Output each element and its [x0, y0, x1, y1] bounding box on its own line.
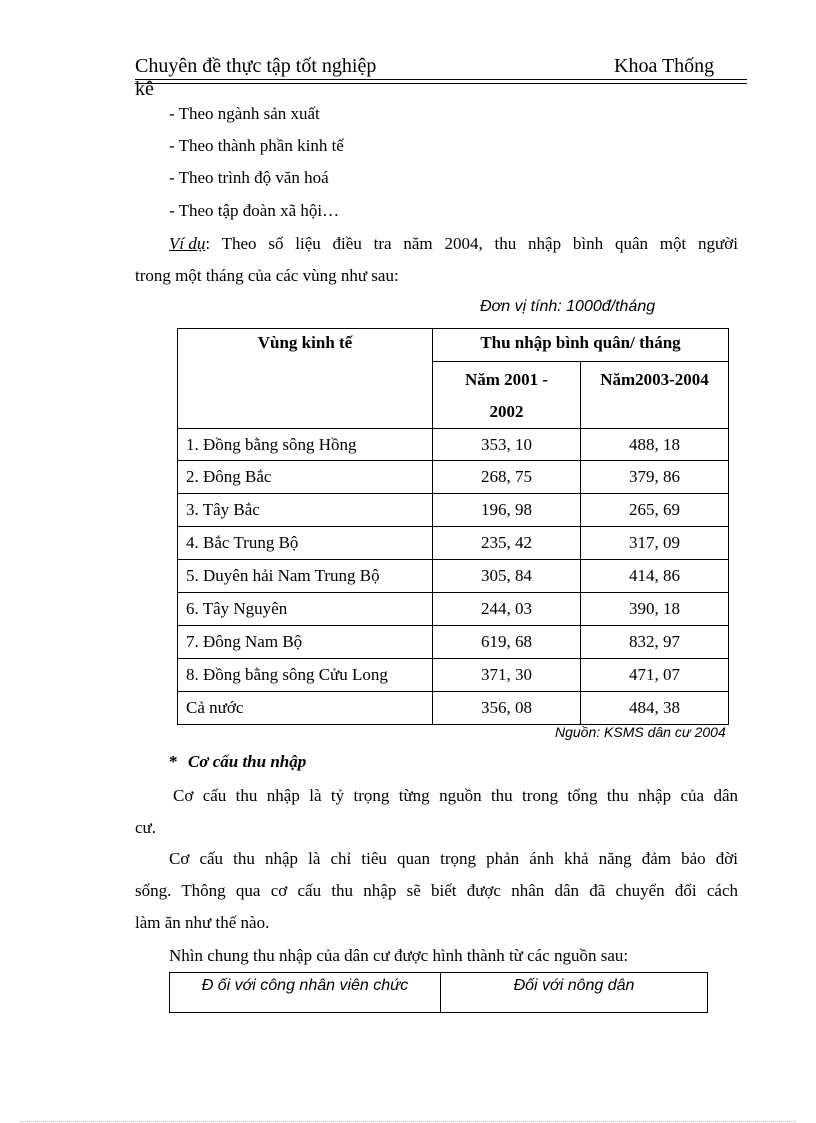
income-2004: 390, 18: [581, 593, 729, 626]
table-row: [178, 626, 729, 659]
region-name: 6. Tây Nguyên: [178, 593, 433, 626]
bullet-social-group: - Theo tập đoàn xã hội…: [169, 201, 340, 220]
para2-line1: Cơ cấu thu nhập là chỉ tiêu quan trọng phản ánh khả năng đảm bảo đời: [169, 849, 738, 868]
income-2002: 356, 08: [433, 692, 581, 725]
header-income: Thu nhập bình quân/ tháng: [433, 329, 729, 362]
income-2004: 484, 38: [581, 692, 729, 725]
income-2004: 832, 97: [581, 626, 729, 659]
income-2002: 235, 42: [433, 527, 581, 560]
example-text-1: : Theo số liệu điều tra năm 2004, thu nhập bình quân một người: [205, 234, 738, 253]
para1-line1: Cơ cấu thu nhập là tỷ trọng từng nguồn thu trong tổng thu nhập của dân: [173, 786, 738, 805]
header-year-2002-line1: Năm 2001 -: [464, 370, 549, 389]
bullet-industry: - Theo ngành sản xuất: [169, 104, 320, 123]
income-2002: 268, 75: [433, 461, 581, 494]
table-row: [178, 560, 729, 593]
table-row: [178, 494, 729, 527]
header-rule-bottom: [135, 83, 747, 84]
example-text-2: trong một tháng của các vùng như sau:: [135, 266, 399, 285]
source-note: Nguồn: KSMS dân cư 2004: [555, 724, 726, 740]
para1-line2: cư.: [135, 818, 157, 837]
income-2004: 265, 69: [581, 494, 729, 527]
unit-note: Đơn vị tính: 1000đ/tháng: [480, 298, 656, 315]
income-2002: 196, 98: [433, 494, 581, 527]
income-2004: 471, 07: [581, 659, 729, 692]
sources-civil-servants: Đ ối với công nhân viên chức: [170, 973, 441, 1013]
region-name: 7. Đông Nam Bộ: [178, 626, 433, 659]
bullet-education: - Theo trình độ văn hoá: [169, 168, 329, 187]
example-label: Ví dụ: [169, 234, 206, 253]
region-name: 4. Bắc Trung Bộ: [178, 527, 433, 560]
income-table-header-row: [178, 329, 729, 362]
region-name: 5. Duyên hải Nam Trung Bộ: [178, 560, 433, 593]
region-name: 8. Đồng bằng sông Cửu Long: [178, 659, 433, 692]
header-year-2004: Năm2003-2004: [581, 362, 729, 429]
header-region: Vùng kinh tế: [178, 329, 433, 429]
table-row: [178, 527, 729, 560]
example-line-1: [169, 234, 738, 254]
para2-line3: làm ăn như thế nào.: [135, 913, 270, 932]
header-year-2002: [433, 362, 581, 429]
region-name: 2. Đông Bắc: [178, 461, 433, 494]
page-bottom-divider: [20, 1121, 796, 1122]
table-row: [178, 659, 729, 692]
header-department: Khoa Thống: [614, 55, 715, 77]
income-2004: 488, 18: [581, 429, 729, 461]
para3: Nhìn chung thu nhập của dân cư được hình thành từ các nguồn sau:: [169, 946, 629, 965]
income-2002: 305, 84: [433, 560, 581, 593]
table-row: [178, 593, 729, 626]
sources-farmers: Đối với nông dân: [441, 973, 708, 1013]
header-year-2002-line2: 2002: [489, 402, 524, 421]
income-2002: 371, 30: [433, 659, 581, 692]
table-row: [178, 429, 729, 461]
section-title: Cơ cấu thu nhập: [188, 752, 307, 771]
region-name: 3. Tây Bắc: [178, 494, 433, 527]
income-table: [177, 328, 729, 725]
table-row: [178, 461, 729, 494]
income-2002: 619, 68: [433, 626, 581, 659]
region-name: Cả nước: [178, 692, 433, 725]
para2-line2: sống. Thông qua cơ cấu thu nhập sẽ biết được nhân dân đã chuyển đổi cách: [135, 881, 738, 900]
income-2004: 379, 86: [581, 461, 729, 494]
region-name: 1. Đồng bằng sông Hồng: [178, 429, 433, 461]
header-overflow: kê: [135, 78, 154, 100]
bullet-economic-sector: - Theo thành phần kinh tế: [169, 136, 344, 155]
table-row-total: [178, 692, 729, 725]
income-2004: 414, 86: [581, 560, 729, 593]
income-2004: 317, 09: [581, 527, 729, 560]
income-2002: 244, 03: [433, 593, 581, 626]
section-bullet: *: [169, 752, 178, 771]
header-rule-top: [135, 79, 747, 80]
sources-table-header-row: [170, 973, 708, 1013]
header-title: Chuyên đề thực tập tốt nghiệp: [135, 55, 377, 77]
sources-table: [169, 972, 708, 1013]
income-2002: 353, 10: [433, 429, 581, 461]
